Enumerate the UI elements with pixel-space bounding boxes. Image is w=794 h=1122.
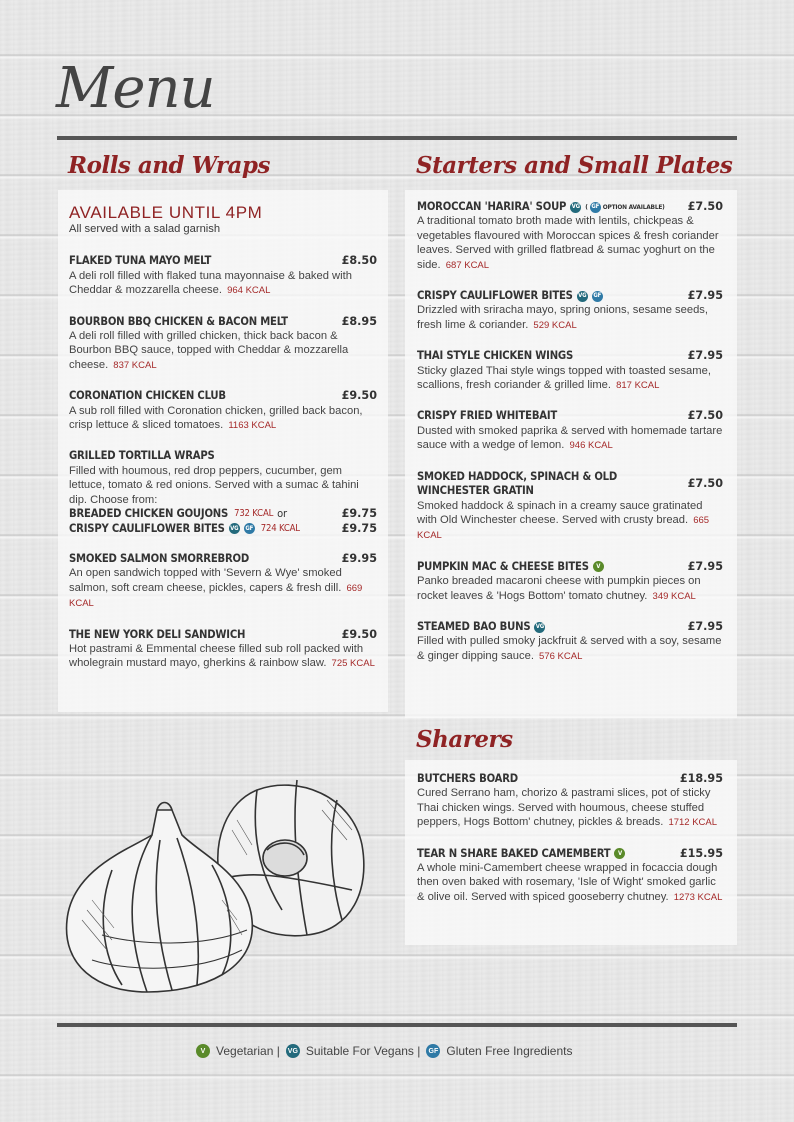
dietary-legend (196, 1044, 572, 1058)
menu-item (417, 409, 723, 453)
item-price: £7.95 (687, 289, 723, 303)
item-name: STEAMED BAO BUNS VG (417, 619, 544, 633)
item-description: Filled with pulled smoky jackfruit & served with a soy, sesame & ginger dipping sauce. (417, 635, 722, 662)
item-description: A traditional tomato broth made with lentils, chickpeas & vegetables flavoured with Moroccan spices & fresh coriander leaves. Served with grilled flatbread & sumac yoghurt on the side. (417, 215, 719, 271)
item-price: £7.95 (687, 619, 723, 633)
vegetarian-icon: V (196, 1044, 210, 1058)
item-price: £7.95 (687, 349, 723, 363)
menu-item (417, 847, 723, 906)
item-name: CRISPY CAULIFLOWER BITES VG GF (417, 289, 602, 303)
item-name: TEAR N SHARE BAKED CAMEMBERT V (417, 847, 625, 861)
item-price: £18.95 (679, 772, 723, 785)
option-price: £9.75 (341, 521, 377, 535)
vegan-icon: VG (534, 622, 545, 633)
item-name: MOROCCAN 'HARIRA' SOUP VG ( GF OPTION AVAILABLE) (417, 200, 665, 213)
item-description: A deli roll filled with flaked tuna mayonnaise & baked with Cheddar & mozzarella cheese. (69, 269, 352, 297)
option-kcal: 732 KCAL (234, 508, 274, 520)
legend-gluten-free: Gluten Free Ingredients (446, 1044, 573, 1058)
bottom-divider (57, 1023, 737, 1027)
vegan-icon: VG (570, 202, 581, 213)
item-name: THAI STYLE CHICKEN WINGS (417, 349, 574, 363)
item-kcal: 946 KCAL (569, 440, 613, 452)
item-description: Smoked haddock & spinach in a creamy sauce gratinated with Old Winchester cheese. Served with crusty bread. (417, 499, 703, 526)
menu-item (69, 628, 377, 672)
vegan-icon: VG (577, 291, 588, 302)
availability-text: AVAILABLE UNTIL 4PM (69, 203, 263, 222)
item-kcal: 529 KCAL (533, 319, 577, 331)
item-name: BUTCHERS BOARD (417, 772, 518, 785)
garnish-note: All served with a salad garnish (69, 223, 221, 235)
item-description: Panko breaded macaroni cheese with pumpkin pieces on rocket leaves & 'Hogs Bottom' tomato chutney. (417, 575, 701, 602)
item-name: SMOKED HADDOCK, SPINACH & OLD WINCHESTER GRATIN (417, 469, 618, 498)
item-description: A deli roll filled with grilled chicken, thick back bacon & Bourbon BBQ sauce, topped with Cheddar & mozzarella cheese. (69, 330, 349, 371)
item-price: £7.95 (687, 559, 723, 573)
item-kcal: 349 KCAL (652, 590, 696, 602)
item-price: £7.50 (687, 476, 723, 490)
item-kcal: 1273 KCAL (673, 891, 723, 903)
item-name: THE NEW YORK DELI SANDWICH (69, 627, 246, 641)
menu-item (417, 289, 723, 333)
item-price: £7.50 (687, 200, 723, 213)
vegan-icon: VG (286, 1044, 300, 1058)
top-divider (57, 136, 737, 140)
option-price: £9.75 (341, 507, 377, 521)
item-description: Filled with houmous, red drop peppers, cucumber, gem lettuce, tomato & red onions. Served with a sumac & tahini dip. Choose from: (69, 464, 359, 506)
vegetarian-icon: V (593, 561, 604, 572)
item-price: £9.50 (341, 627, 377, 641)
item-kcal: 725 KCAL (331, 658, 375, 670)
menu-item (69, 254, 377, 298)
item-kcal: 576 KCAL (539, 650, 583, 662)
menu-item (417, 772, 723, 831)
item-name: PUMPKIN MAC & CHEESE BITES V (417, 560, 604, 574)
legend-vegan: Suitable For Vegans | (305, 1044, 421, 1058)
item-description: An open sandwich topped with 'Severn & Wye' smoked salmon, soft cream cheese, pickles, capers & fresh dill. (69, 567, 342, 594)
garlic-illustration (52, 770, 372, 1000)
gluten-free-icon: GF (244, 523, 255, 534)
vegetarian-icon: V (614, 848, 625, 859)
item-name: CRISPY FRIED WHITEBAIT (417, 409, 558, 423)
rolls-section (69, 203, 377, 688)
item-description: A whole mini-Camembert cheese wrapped in focaccia dough then oven baked with rosemary, 'Isle of Wight' smoked garlic & olive oil. Served with spiced gooseberry chutney. (417, 862, 718, 903)
item-name: SMOKED SALMON SMORREBROD (69, 551, 250, 565)
item-kcal: 837 KCAL (113, 359, 157, 371)
menu-item (417, 470, 723, 544)
item-description: Sticky glazed Thai style wings topped with toasted sesame, scallions, fresh coriander & grilled lime. (417, 364, 711, 392)
item-kcal: 1712 KCAL (668, 817, 718, 829)
item-price: £15.95 (679, 846, 723, 860)
rolls-heading: Rolls and Wraps (68, 152, 270, 179)
item-kcal: 964 KCAL (227, 285, 271, 297)
option-kcal: 724 KCAL (260, 522, 300, 534)
item-description: Hot pastrami & Emmental cheese filled sub roll packed with wholegrain mustard mayo, gherkins & rainbow slaw. (69, 642, 364, 670)
item-price: £8.95 (341, 314, 377, 328)
item-kcal: 817 KCAL (616, 380, 660, 392)
item-price: £9.95 (341, 551, 377, 565)
item-kcal: 1163 KCAL (228, 420, 277, 432)
option-note: ( GF OPTION AVAILABLE) (585, 203, 665, 211)
item-price: £7.50 (687, 409, 723, 423)
option-or: or (277, 507, 287, 521)
wrap-option: BREADED CHICKEN GOUJONS 732 KCAL or (69, 507, 287, 521)
page-title: Menu (56, 56, 215, 121)
item-description: A sub roll filled with Coronation chicken, grilled back bacon, crisp lettuce & sliced tomatoes. (69, 404, 363, 432)
item-kcal: 665 KCAL (417, 514, 710, 542)
item-name: CORONATION CHICKEN CLUB (69, 389, 226, 403)
gluten-free-icon: GF (590, 202, 601, 213)
wrap-option: CRISPY CAULIFLOWER BITES VG GF 724 KCAL (69, 521, 300, 535)
item-kcal: 687 KCAL (445, 259, 490, 271)
vegan-icon: VG (229, 523, 240, 534)
item-description: Drizzled with sriracha mayo, spring onions, sesame seeds, fresh lime & coriander. (417, 304, 708, 331)
sharers-section (417, 772, 723, 921)
menu-item (69, 449, 377, 535)
menu-item (69, 552, 377, 612)
menu-item (69, 389, 377, 433)
item-price: £9.50 (341, 389, 377, 403)
starters-heading: Starters and Small Plates (416, 152, 733, 179)
starters-section (417, 200, 723, 680)
item-name: GRILLED TORTILLA WRAPS (69, 449, 215, 463)
item-kcal: 669 KCAL (69, 582, 363, 610)
menu-item (69, 315, 377, 374)
sharers-heading: Sharers (416, 726, 513, 753)
gluten-free-icon: GF (426, 1044, 440, 1058)
menu-item (417, 560, 723, 604)
menu-item (417, 200, 723, 273)
item-price: £8.50 (341, 254, 377, 268)
item-name: BOURBON BBQ CHICKEN & BACON MELT (69, 314, 288, 328)
menu-item (417, 349, 723, 393)
item-name: FLAKED TUNA MAYO MELT (69, 254, 212, 268)
gluten-free-icon: GF (592, 291, 603, 302)
menu-item (417, 620, 723, 664)
item-description: Cured Serrano ham, chorizo & pastrami slices, pot of sticky Thai chicken wings. Served with houmous, cheese stuffed peppers, Hogs Bottom' chutney, pickles & breads. (417, 787, 711, 829)
item-description: Dusted with smoked paprika & served with homemade tartare sauce with a wedge of lemon. (417, 424, 723, 452)
legend-vegetarian: Vegetarian | (216, 1044, 280, 1058)
